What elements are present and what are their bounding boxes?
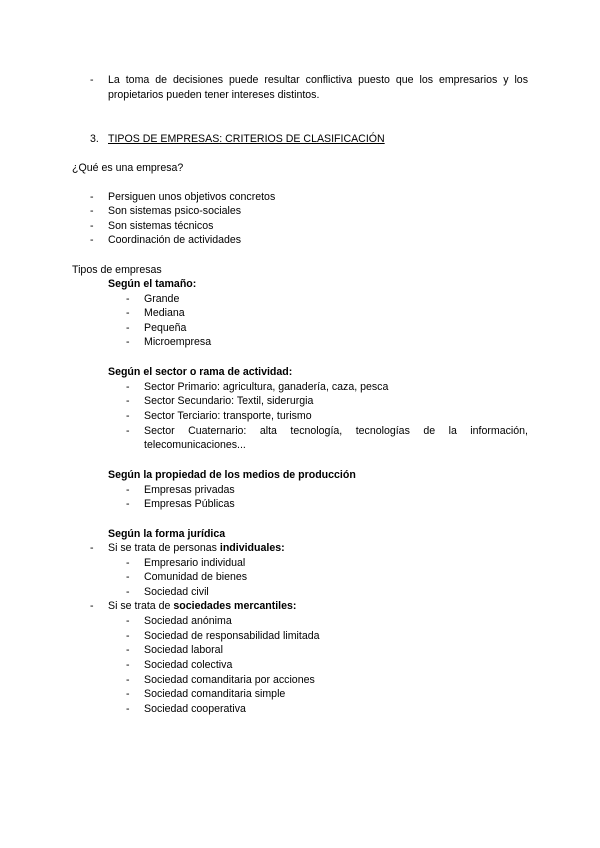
- individual-prefix: Si se trata de personas: [108, 542, 220, 554]
- intro-bullet-line-2: propietarios pueden tener intereses distintos.: [108, 89, 320, 101]
- bullet-dash: -: [90, 600, 94, 612]
- list-item: Microempresa: [144, 336, 212, 348]
- bullet-dash: -: [90, 205, 94, 217]
- types-heading: Tipos de empresas: [72, 264, 162, 276]
- bullet-dash: -: [126, 293, 130, 305]
- bullet-dash: -: [126, 307, 130, 319]
- bullet-dash: -: [126, 644, 130, 656]
- list-item: Persiguen unos objetivos concretos: [108, 191, 276, 203]
- bullet-dash: -: [126, 395, 130, 407]
- list-item: Mediana: [144, 307, 185, 319]
- section-number: 3.: [90, 133, 99, 145]
- list-item: Son sistemas técnicos: [108, 220, 214, 232]
- list-item: Sector Terciario: transporte, turismo: [144, 410, 312, 422]
- mercantile-prefix: Si se trata de: [108, 600, 174, 612]
- bullet-dash: -: [126, 410, 130, 422]
- list-item: Sector Primario: agricultura, ganadería, caza, pesca: [144, 381, 389, 393]
- list-item: Sociedad colectiva: [144, 659, 233, 671]
- individual-line: [108, 541, 285, 555]
- bullet-dash: -: [90, 542, 94, 554]
- list-item: Sociedad cooperativa: [144, 703, 246, 715]
- list-item: Empresas Públicas: [144, 498, 235, 510]
- list-item: Grande: [144, 293, 180, 305]
- list-item: Son sistemas psico-sociales: [108, 205, 242, 217]
- individual-bold: individuales:: [219, 542, 285, 554]
- bullet-dash: -: [126, 630, 130, 642]
- list-item: Sociedad civil: [144, 586, 209, 598]
- bullet-dash: -: [90, 220, 94, 232]
- section-title: TIPOS DE EMPRESAS: CRITERIOS DE CLASIFICACIÓN: [108, 133, 385, 145]
- bullet-dash: -: [126, 571, 130, 583]
- bullet-dash: -: [126, 703, 130, 715]
- question-heading: ¿Qué es una empresa?: [72, 162, 184, 174]
- mercantile-line: [108, 599, 296, 613]
- list-item: Sociedad anónima: [144, 615, 232, 627]
- bullet-dash: -: [126, 688, 130, 700]
- list-item: Empresario individual: [144, 557, 246, 569]
- bullet-dash: -: [126, 322, 130, 334]
- bullet-dash: -: [126, 659, 130, 671]
- bullet-dash: -: [126, 484, 130, 496]
- ownership-heading: Según la propiedad de los medios de producción: [108, 469, 356, 481]
- size-heading: Según el tamaño:: [108, 278, 197, 290]
- bullet-dash: -: [126, 336, 130, 348]
- bullet-dash: -: [90, 74, 94, 86]
- list-item: Empresas privadas: [144, 484, 235, 496]
- list-item: Comunidad de bienes: [144, 571, 248, 583]
- list-item: Sociedad de responsabilidad limitada: [144, 630, 320, 642]
- sector-heading: Según el sector o rama de actividad:: [108, 366, 293, 378]
- list-item: Sociedad comanditaria por acciones: [144, 674, 315, 686]
- legal-heading: Según la forma jurídica: [108, 528, 226, 540]
- list-item: Coordinación de actividades: [108, 234, 242, 246]
- intro-bullet-line-1: La toma de decisiones puede resultar conflictiva puesto que los empresarios y los: [108, 74, 528, 86]
- bullet-dash: -: [126, 381, 130, 393]
- bullet-dash: -: [126, 674, 130, 686]
- bullet-dash: -: [126, 586, 130, 598]
- list-item: Sociedad comanditaria simple: [144, 688, 286, 700]
- bullet-dash: -: [126, 615, 130, 627]
- list-item-quaternary-line-2: telecomunicaciones...: [144, 439, 246, 451]
- bullet-dash: -: [126, 557, 130, 569]
- mercantile-bold: sociedades mercantiles:: [173, 600, 297, 612]
- list-item-quaternary-line-1: Sector Cuaternario: alta tecnología, tecnologías de la información,: [144, 425, 528, 437]
- list-item: Sector Secundario: Textil, siderurgia: [144, 395, 314, 407]
- list-item: Pequeña: [144, 322, 187, 334]
- bullet-dash: -: [126, 498, 130, 510]
- bullet-dash: -: [90, 234, 94, 246]
- bullet-dash: -: [126, 425, 130, 437]
- bullet-dash: -: [90, 191, 94, 203]
- list-item: Sociedad laboral: [144, 644, 223, 656]
